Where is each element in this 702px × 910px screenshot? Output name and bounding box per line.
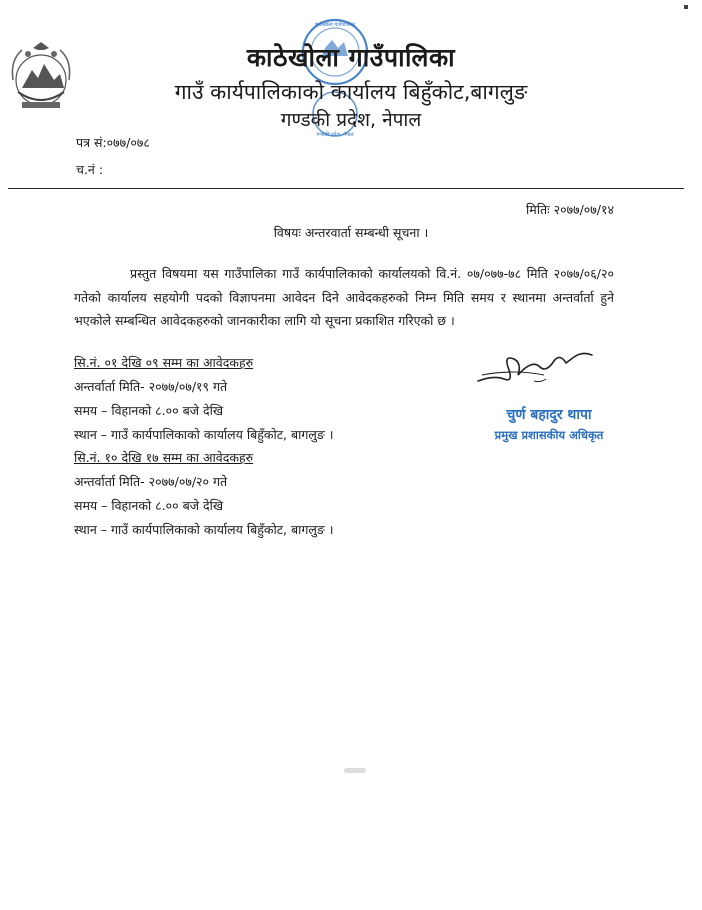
group-1-time: समय – विहानको ८.०० बजे देखि xyxy=(74,403,224,418)
letter-number: पत्र सं:०७७/०७८ xyxy=(76,135,150,150)
handwritten-signature xyxy=(474,345,598,389)
signatory-title: प्रमुख प्रशासकीय अधिकृत xyxy=(494,428,604,442)
group-2-venue: स्थान – गाउँ कार्यपालिकाको कार्यालय बिहुँकोट, बागलुङ । xyxy=(74,522,334,537)
group-1-venue: स्थान – गाउँ कार्यपालिकाको कार्यालय बिहुँकोट, बागलुङ । xyxy=(74,427,334,442)
group-1-interview-date: अन्तर्वार्ता मिति- २०७७/०७/१९ गते xyxy=(74,379,228,394)
letter-subject: विषयः अन्तरवार्ता सम्बन्धी सूचना । xyxy=(273,225,429,240)
signatory-name: चुर्ण बहादुर थापा xyxy=(506,407,592,423)
office-name: गाउँ कार्यपालिकाको कार्यालय बिहुँकोट,बागलुङ xyxy=(174,80,528,104)
group-2-time: समय – विहानको ८.०० बजे देखि xyxy=(74,498,224,513)
municipality-title: काठेखोला गाउँपालिका xyxy=(246,43,456,72)
group-2-heading: सि.नं. १० देखि १७ सम्म का आवेदकहरु xyxy=(74,450,254,465)
notice-body: प्रस्तुत विषयमा यस गाउँपालिका गाउँ कार्यपालिकाको कार्यालयको वि.नं. ०७/०७७-७८ मिति २०७७/०६/२० गतेको कार्यालय सहयोगी पदको विज्ञापनमा आवेदन दिने आवेदकहरुको निम्न मिति समय र स्थानमा अन्तर्वार्ता हुने भएकोले सम्बन्धित आवेदकहरुको जानकारीका लागि यो सूचना प्रकाशित गरिएको छ । xyxy=(74,266,614,328)
scan-mark xyxy=(684,5,688,9)
header-divider xyxy=(8,188,684,189)
scan-smudge xyxy=(344,768,366,773)
dispatch-number: च.नं : xyxy=(76,162,104,177)
group-2-interview-date: अन्तर्वार्ता मिति- २०७७/०७/२० गते xyxy=(74,474,228,489)
province-name: गण्डकी प्रदेश, नेपाल xyxy=(280,109,422,131)
group-1-heading: सि.नं. ०१ देखि ०९ सम्म का आवेदकहरु xyxy=(74,355,254,370)
stamp-ring-text-bottom: गण्डकी प्रदेश, नेपाल xyxy=(316,132,354,138)
letter-date: मितिः २०७७/०७/१४ xyxy=(526,202,614,217)
stamp-ring-text-top: काठेखोला गाउँपालिका xyxy=(314,22,356,28)
